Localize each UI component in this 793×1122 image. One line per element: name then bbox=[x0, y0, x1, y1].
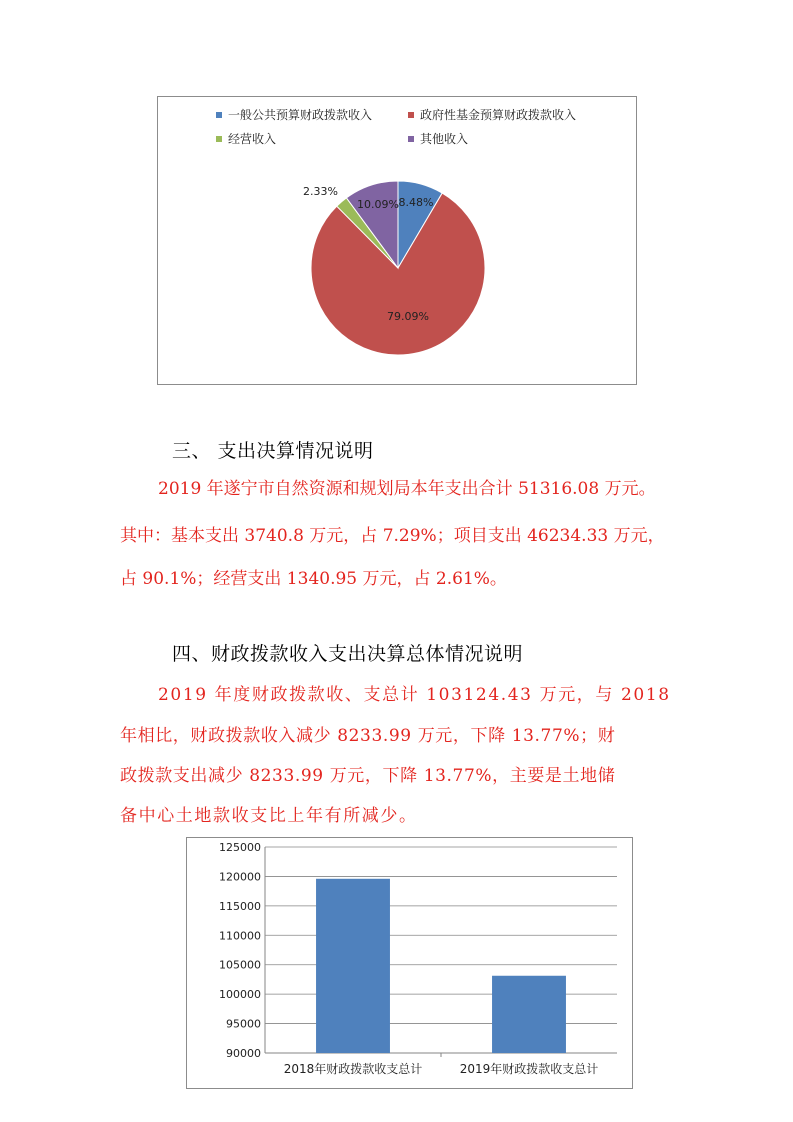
section-4-heading: 四、财政拨款收入支出决算总体情况说明 bbox=[172, 643, 524, 665]
x-category-label-0: 2018年财政拨款收支总计 bbox=[283, 1062, 423, 1076]
pie-data-label-1: 79.09% bbox=[387, 310, 429, 323]
bar-0 bbox=[316, 879, 390, 1053]
pie-chart bbox=[157, 96, 637, 385]
section-3-line-3: 占 90.1%；经营支出 1340.95 万元，占 2.61%。 bbox=[120, 569, 507, 589]
y-tick-label-3: 110000 bbox=[219, 929, 261, 943]
legend-label-0: 一般公共预算财政拨款收入 bbox=[228, 108, 373, 122]
legend-label-1: 政府性基金预算财政拨款收入 bbox=[420, 108, 577, 122]
y-tick-label-2: 115000 bbox=[219, 899, 261, 913]
pie-data-label-3: 10.09% bbox=[357, 198, 399, 211]
y-tick-label-6: 95000 bbox=[226, 1017, 261, 1031]
pie-data-label-0: 8.48% bbox=[398, 196, 434, 209]
legend-label-3: 其他收入 bbox=[420, 132, 469, 146]
y-tick-label-7: 90000 bbox=[226, 1047, 261, 1060]
pie-chart-svg bbox=[158, 97, 636, 384]
bar-chart bbox=[186, 837, 633, 1089]
y-tick-label-0: 125000 bbox=[219, 841, 261, 854]
section-4-line-1: 2019 年度财政拨款收、支总计 103124.43 万元，与 2018 bbox=[158, 685, 671, 705]
bar-1 bbox=[492, 976, 566, 1053]
section-3-line-2: 其中：基本支出 3740.8 万元，占 7.29%；项目支出 46234.33 万元， bbox=[120, 526, 665, 546]
y-tick-label-1: 120000 bbox=[219, 870, 261, 884]
pie-data-label-2: 2.33% bbox=[303, 185, 338, 198]
y-tick-label-4: 105000 bbox=[219, 958, 261, 972]
section-4-line-2: 年相比，财政拨款收入减少 8233.99 万元，下降 13.77%；财 bbox=[120, 726, 616, 746]
legend-swatch-0 bbox=[216, 112, 222, 118]
bar-chart-svg bbox=[187, 838, 632, 1088]
legend-swatch-2 bbox=[216, 136, 222, 142]
section-3-heading: 三、 支出决算情况说明 bbox=[172, 440, 374, 462]
y-tick-label-5: 100000 bbox=[219, 988, 261, 1002]
section-4-line-4: 备中心土地款收支比上年有所减少。 bbox=[120, 806, 418, 826]
legend-swatch-1 bbox=[408, 112, 414, 118]
section-4-line-3: 政拨款支出减少 8233.99 万元，下降 13.77%，主要是土地储 bbox=[120, 766, 616, 786]
legend-label-2: 经营收入 bbox=[228, 132, 277, 146]
legend-swatch-3 bbox=[408, 136, 414, 142]
section-3-line-1-text: 2019 年遂宁市自然资源和规划局本年支出合计 51316.08 万元。 bbox=[158, 479, 656, 499]
x-category-label-1: 2019年财政拨款收支总计 bbox=[459, 1062, 599, 1076]
